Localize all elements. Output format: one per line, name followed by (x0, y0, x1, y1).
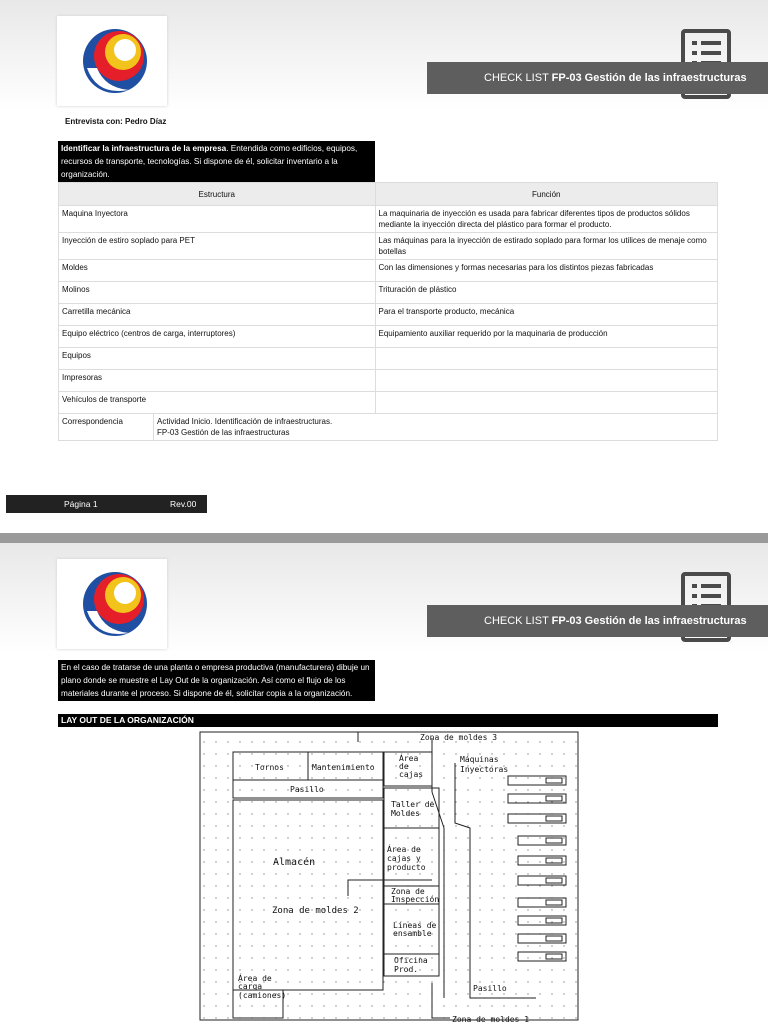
label-oficina-1: Oficina (394, 956, 428, 965)
label-mantenimiento: Mantenimiento (312, 763, 375, 772)
instruction-rest: . Entendida como edificios, equipos, recursos de transporte, tecnologías. Si dispone de él, solicitar inventario a la organización. (61, 144, 358, 179)
company-logo (57, 559, 167, 649)
cell-funcion (375, 370, 717, 392)
table-row (59, 304, 718, 326)
page-number: Página 1 (64, 499, 98, 509)
title-prefix: CHECK LIST (484, 72, 549, 84)
table-row (59, 348, 718, 370)
table-header-row (59, 183, 718, 206)
label-pasillo-bottom: Pasillo (473, 984, 507, 993)
correspondence-line1: Actividad Inicio. Identificación de infraestructuras. (157, 417, 333, 426)
layout-instruction: En el caso de tratarse de una planta o empresa productiva (manufacturera) dibuje un plano donde se muestre el Lay Out de la organización. Así como el flujo de los materiales durante el proceso. Si dispone de él, solicitar copia a la organización. (58, 660, 375, 701)
cell-estructura: Impresoras (59, 370, 376, 392)
cell-estructura: Molinos (59, 282, 376, 304)
cell-funcion (375, 348, 717, 370)
cell-funcion: Las máquinas para la inyección de estirado soplado para formar los utilices de menaje como botellas (375, 233, 717, 260)
header-funcion: Función (375, 183, 717, 206)
cell-funcion (375, 392, 717, 414)
floor-plan (58, 728, 718, 1024)
correspondence-label: Correspondencia (59, 414, 154, 440)
title-bold: FP-03 Gestión de las infraestructuras (551, 72, 747, 84)
label-oficina-2: Prod. (394, 965, 419, 974)
cell-estructura: Inyección de estiro soplado para PET (59, 233, 376, 260)
label-area-prod-2: cajas y (387, 854, 421, 863)
label-pasillo-top: Pasillo (290, 785, 324, 794)
cell-estructura: Carretilla mecánica (59, 304, 376, 326)
label-inspeccion-1: Zona de (391, 887, 425, 896)
document-title-bar (427, 605, 768, 637)
label-area-prod-1: Área de (387, 845, 421, 854)
label-taller-1: Taller de (391, 800, 435, 809)
infrastructure-table (58, 182, 718, 441)
label-area-cajas-3: cajas (399, 770, 424, 779)
cell-estructura: Equipo eléctrico (centros de carga, interruptores) (59, 326, 376, 348)
correspondence-row (59, 414, 718, 441)
header-estructura: Estructura (59, 183, 376, 206)
label-area-cajas-2: de (399, 762, 409, 771)
infrastructure-instruction (58, 141, 375, 182)
label-taller-2: Moldes (391, 809, 420, 818)
label-lineas-1: Líneas de (393, 921, 437, 930)
label-almacen: Almacén (273, 857, 316, 868)
label-inspeccion-2: Inspección (391, 895, 440, 904)
logo-swirl-graphic (57, 16, 167, 106)
label-zona-moldes-3: Zona de moldes 3 (420, 733, 498, 742)
cell-estructura: Vehículos de transporte (59, 392, 376, 414)
label-zona-moldes-2: Zona de moldes 2 (272, 906, 359, 916)
table-row (59, 206, 718, 233)
page-footer (6, 495, 207, 513)
table-row (59, 370, 718, 392)
cell-funcion: Con las dimensiones y formas necesarias para los distintos piezas fabricadas (375, 260, 717, 282)
document-title-bar (427, 62, 768, 94)
label-lineas-2: ensamble (393, 929, 432, 938)
table-row (59, 260, 718, 282)
interviewee-label: Entrevista con: Pedro Díaz (65, 117, 167, 126)
label-carga-1: Área de (238, 974, 272, 983)
cell-estructura: Moldes (59, 260, 376, 282)
table-row (59, 282, 718, 304)
instruction-bold: Identificar la infraestructura de la empresa (61, 144, 227, 153)
cell-estructura: Equipos (59, 348, 376, 370)
cell-funcion: La maquinaria de inyección es usada para fabricar diferentes tipos de productos sólidos mediante la inyección directa del plástico para formar el producto. (375, 206, 717, 233)
label-maquinas-2: Inyectoras (460, 765, 509, 774)
layout-section-title: LAY OUT DE LA ORGANIZACIÓN (58, 714, 718, 727)
label-carga-3: (camiones) (238, 991, 287, 1000)
cell-funcion: Equipamiento auxiliar requerido por la maquinaria de producción (375, 326, 717, 348)
cell-funcion: Trituración de plástico (375, 282, 717, 304)
table-row (59, 233, 718, 260)
title-prefix: CHECK LIST (484, 615, 549, 627)
company-logo (57, 16, 167, 106)
correspondence-line2: FP-03 Gestión de las infraestructuras (157, 428, 290, 437)
page-2 (0, 543, 768, 1024)
table-row (59, 326, 718, 348)
cell-estructura: Maquina Inyectora (59, 206, 376, 233)
label-zona-moldes-1: Zona de moldes 1 (452, 1015, 530, 1024)
revision: Rev.00 (170, 499, 197, 509)
label-maquinas-1: Máquinas (460, 755, 499, 764)
table-row (59, 392, 718, 414)
label-area-cajas-1: Área (399, 754, 419, 763)
label-carga-2: carga (238, 982, 263, 991)
label-tornos: Tornos (255, 763, 284, 772)
cell-funcion: Para el transporte producto, mecánica (375, 304, 717, 326)
label-area-prod-3: producto (387, 863, 426, 872)
logo-swirl-graphic (57, 559, 167, 649)
title-bold: FP-03 Gestión de las infraestructuras (551, 615, 747, 627)
